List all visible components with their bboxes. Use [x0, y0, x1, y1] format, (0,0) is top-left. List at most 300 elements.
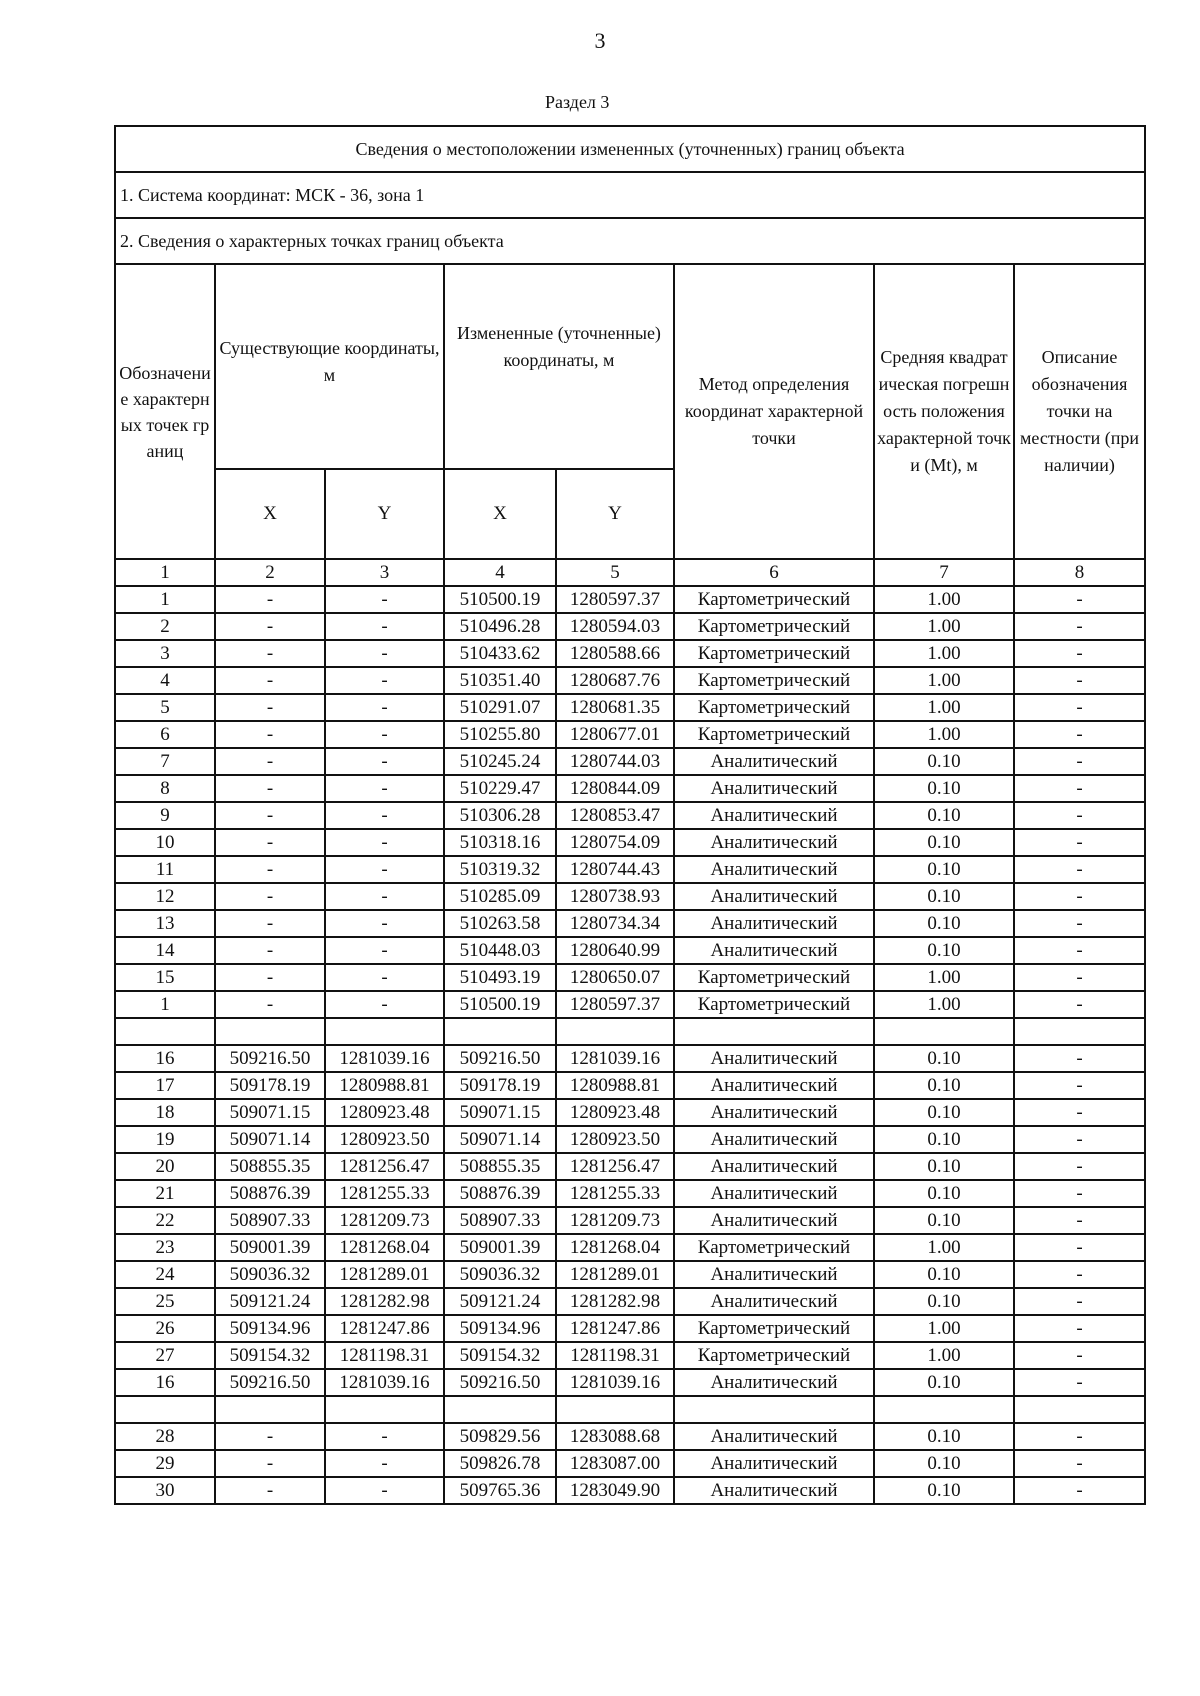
cell-existing-y: - [325, 748, 444, 775]
cell-error: 0.10 [874, 937, 1014, 964]
cell-method: Аналитический [674, 883, 874, 910]
cell-point-id: 11 [115, 856, 215, 883]
table-row [115, 856, 1145, 883]
cell-changed-y: 1280923.50 [556, 1126, 674, 1153]
cell-method: Картометрический [674, 1315, 874, 1342]
cell-changed-x: 510263.58 [444, 910, 556, 937]
cell-description: - [1014, 667, 1145, 694]
cell-point-id: 7 [115, 748, 215, 775]
cell-point-id: 29 [115, 1450, 215, 1477]
cell-error: 1.00 [874, 1315, 1014, 1342]
cell-existing-y: 1281198.31 [325, 1342, 444, 1369]
cell-changed-y [556, 1396, 674, 1423]
cell-existing-x: - [215, 937, 325, 964]
cell-changed-x: 510285.09 [444, 883, 556, 910]
cell-changed-y: 1281256.47 [556, 1153, 674, 1180]
table-row [115, 586, 1145, 613]
cell-existing-x: - [215, 586, 325, 613]
cell-changed-x: 509001.39 [444, 1234, 556, 1261]
table-row [115, 1153, 1145, 1180]
cell-changed-x: 509829.56 [444, 1423, 556, 1450]
cell-existing-y: - [325, 856, 444, 883]
cell-existing-y: - [325, 667, 444, 694]
cell-error: 0.10 [874, 856, 1014, 883]
cell-error [874, 1018, 1014, 1045]
table-row [115, 1396, 1145, 1423]
cell-error: 0.10 [874, 1126, 1014, 1153]
cell-error: 0.10 [874, 1288, 1014, 1315]
cell-changed-x: 510448.03 [444, 937, 556, 964]
table-row [115, 694, 1145, 721]
table-row [115, 1261, 1145, 1288]
cell-changed-x: 510351.40 [444, 667, 556, 694]
cell-description: - [1014, 1099, 1145, 1126]
cell-error: 0.10 [874, 1072, 1014, 1099]
cell-description: - [1014, 1342, 1145, 1369]
cell-changed-y: 1280687.76 [556, 667, 674, 694]
cell-changed-y: 1283087.00 [556, 1450, 674, 1477]
cell-changed-y: 1280754.09 [556, 829, 674, 856]
column-number: 5 [556, 559, 674, 586]
header-changed-coords: Измененные (уточненные) координаты, м [444, 264, 674, 469]
points-title: 2. Сведения о характерных точках границ объекта [115, 218, 1145, 264]
cell-error: 0.10 [874, 1423, 1014, 1450]
cell-error: 1.00 [874, 721, 1014, 748]
cell-existing-y: 1280923.48 [325, 1099, 444, 1126]
column-number: 1 [115, 559, 215, 586]
cell-changed-x: 510255.80 [444, 721, 556, 748]
cell-existing-x: - [215, 910, 325, 937]
cell-changed-x [444, 1396, 556, 1423]
cell-changed-x: 509071.15 [444, 1099, 556, 1126]
cell-description: - [1014, 802, 1145, 829]
column-number: 3 [325, 559, 444, 586]
cell-method: Аналитический [674, 1369, 874, 1396]
cell-error: 1.00 [874, 1234, 1014, 1261]
table-row [115, 748, 1145, 775]
cell-changed-y: 1281039.16 [556, 1045, 674, 1072]
table-row [115, 1126, 1145, 1153]
cell-existing-x: 509134.96 [215, 1315, 325, 1342]
table-row [115, 937, 1145, 964]
table-row [115, 1450, 1145, 1477]
column-number: 7 [874, 559, 1014, 586]
table-row [115, 910, 1145, 937]
cell-method: Аналитический [674, 910, 874, 937]
cell-error: 1.00 [874, 640, 1014, 667]
cell-point-id: 24 [115, 1261, 215, 1288]
cell-description [1014, 1018, 1145, 1045]
cell-existing-x: - [215, 1450, 325, 1477]
table-row [115, 964, 1145, 991]
cell-description: - [1014, 964, 1145, 991]
cell-method: Аналитический [674, 1288, 874, 1315]
cell-existing-x [215, 1396, 325, 1423]
cell-method: Аналитический [674, 1180, 874, 1207]
cell-error: 1.00 [874, 667, 1014, 694]
cell-changed-x: 510306.28 [444, 802, 556, 829]
cell-existing-y [325, 1396, 444, 1423]
cell-description: - [1014, 1288, 1145, 1315]
cell-error: 1.00 [874, 694, 1014, 721]
cell-description [1014, 1396, 1145, 1423]
cell-description: - [1014, 1072, 1145, 1099]
column-number: 2 [215, 559, 325, 586]
cell-description: - [1014, 748, 1145, 775]
cell-error: 0.10 [874, 883, 1014, 910]
cell-method: Аналитический [674, 856, 874, 883]
cell-error: 0.10 [874, 802, 1014, 829]
cell-changed-x: 509121.24 [444, 1288, 556, 1315]
cell-point-id: 15 [115, 964, 215, 991]
table-row [115, 613, 1145, 640]
cell-error: 0.10 [874, 910, 1014, 937]
cell-description: - [1014, 910, 1145, 937]
cell-existing-x: 508855.35 [215, 1153, 325, 1180]
cell-description: - [1014, 1234, 1145, 1261]
cell-method: Аналитический [674, 1099, 874, 1126]
cell-method: Картометрический [674, 667, 874, 694]
cell-point-id: 27 [115, 1342, 215, 1369]
cell-existing-y: - [325, 937, 444, 964]
cell-method [674, 1396, 874, 1423]
cell-method: Аналитический [674, 1261, 874, 1288]
cell-existing-x: 509001.39 [215, 1234, 325, 1261]
table-row [115, 883, 1145, 910]
cell-description: - [1014, 721, 1145, 748]
cell-description: - [1014, 1315, 1145, 1342]
cell-existing-x: 508907.33 [215, 1207, 325, 1234]
cell-description: - [1014, 937, 1145, 964]
table-row [115, 1018, 1145, 1045]
cell-existing-y: - [325, 586, 444, 613]
column-number: 6 [674, 559, 874, 586]
cell-error: 0.10 [874, 1207, 1014, 1234]
cell-method: Аналитический [674, 937, 874, 964]
cell-point-id: 6 [115, 721, 215, 748]
cell-method: Аналитический [674, 1072, 874, 1099]
cell-existing-y: - [325, 1450, 444, 1477]
cell-changed-y: 1280588.66 [556, 640, 674, 667]
cell-existing-y: 1281282.98 [325, 1288, 444, 1315]
cell-point-id: 1 [115, 586, 215, 613]
cell-description: - [1014, 640, 1145, 667]
cell-changed-y: 1280677.01 [556, 721, 674, 748]
cell-changed-x: 510319.32 [444, 856, 556, 883]
cell-changed-x: 510496.28 [444, 613, 556, 640]
cell-error: 0.10 [874, 775, 1014, 802]
cell-changed-y: 1281209.73 [556, 1207, 674, 1234]
cell-point-id: 23 [115, 1234, 215, 1261]
cell-method: Аналитический [674, 1423, 874, 1450]
cell-changed-x: 509216.50 [444, 1045, 556, 1072]
cell-description: - [1014, 1180, 1145, 1207]
cell-method: Аналитический [674, 1207, 874, 1234]
cell-existing-x: - [215, 856, 325, 883]
cell-existing-x: - [215, 721, 325, 748]
cell-existing-x: - [215, 667, 325, 694]
section-title: Раздел 3 [545, 92, 610, 112]
table-row [115, 1315, 1145, 1342]
header-method: Метод определения координат характерной точки [674, 264, 874, 559]
cell-existing-x: - [215, 883, 325, 910]
cell-point-id [115, 1018, 215, 1045]
cell-existing-y: - [325, 1477, 444, 1504]
cell-changed-x: 508907.33 [444, 1207, 556, 1234]
cell-changed-y: 1280734.34 [556, 910, 674, 937]
cell-point-id: 2 [115, 613, 215, 640]
cell-error: 0.10 [874, 1477, 1014, 1504]
cell-error: 1.00 [874, 586, 1014, 613]
cell-changed-x: 510500.19 [444, 991, 556, 1018]
cell-changed-y: 1281247.86 [556, 1315, 674, 1342]
cell-method: Картометрический [674, 613, 874, 640]
cell-changed-x: 509765.36 [444, 1477, 556, 1504]
cell-description: - [1014, 1477, 1145, 1504]
cell-changed-x: 510318.16 [444, 829, 556, 856]
table-row [115, 1072, 1145, 1099]
cell-point-id: 19 [115, 1126, 215, 1153]
cell-changed-x: 509178.19 [444, 1072, 556, 1099]
table-row [115, 667, 1145, 694]
table-row [115, 1288, 1145, 1315]
cell-changed-x: 509216.50 [444, 1369, 556, 1396]
cell-changed-x: 508876.39 [444, 1180, 556, 1207]
cell-existing-y: - [325, 991, 444, 1018]
cell-description: - [1014, 856, 1145, 883]
column-number: 4 [444, 559, 556, 586]
cell-point-id: 13 [115, 910, 215, 937]
cell-existing-x: - [215, 694, 325, 721]
cell-point-id: 9 [115, 802, 215, 829]
cell-point-id: 17 [115, 1072, 215, 1099]
cell-changed-x: 509134.96 [444, 1315, 556, 1342]
cell-existing-x [215, 1018, 325, 1045]
cell-method: Аналитический [674, 1045, 874, 1072]
cell-existing-y: - [325, 802, 444, 829]
cell-changed-y: 1280640.99 [556, 937, 674, 964]
cell-point-id: 10 [115, 829, 215, 856]
table-row [115, 640, 1145, 667]
header-existing-x: X [215, 469, 325, 559]
cell-error: 0.10 [874, 829, 1014, 856]
cell-existing-y: - [325, 883, 444, 910]
cell-point-id: 8 [115, 775, 215, 802]
cell-existing-y: - [325, 694, 444, 721]
cell-existing-y: - [325, 964, 444, 991]
cell-existing-x: 509071.14 [215, 1126, 325, 1153]
cell-existing-y: - [325, 829, 444, 856]
table-row [115, 1207, 1145, 1234]
cell-existing-y: 1281255.33 [325, 1180, 444, 1207]
cell-method: Картометрический [674, 586, 874, 613]
cell-changed-y: 1280923.48 [556, 1099, 674, 1126]
header-point-designation: Обозначение характерных точек границ [115, 264, 215, 559]
column-number: 8 [1014, 559, 1145, 586]
cell-existing-y: 1280923.50 [325, 1126, 444, 1153]
cell-existing-x: 509071.15 [215, 1099, 325, 1126]
cell-changed-y: 1281039.16 [556, 1369, 674, 1396]
header-changed-y: Y [556, 469, 674, 559]
cell-description: - [1014, 586, 1145, 613]
cell-method: Картометрический [674, 991, 874, 1018]
cell-point-id: 12 [115, 883, 215, 910]
cell-description: - [1014, 775, 1145, 802]
table-row [115, 1342, 1145, 1369]
cell-error: 0.10 [874, 1099, 1014, 1126]
cell-existing-x: - [215, 613, 325, 640]
cell-method: Аналитический [674, 802, 874, 829]
cell-existing-x: - [215, 775, 325, 802]
cell-changed-y: 1283088.68 [556, 1423, 674, 1450]
cell-changed-y: 1281289.01 [556, 1261, 674, 1288]
cell-existing-x: - [215, 748, 325, 775]
cell-error: 0.10 [874, 1261, 1014, 1288]
table-row [115, 1477, 1145, 1504]
cell-changed-x: 510493.19 [444, 964, 556, 991]
table-row [115, 1045, 1145, 1072]
cell-existing-x: 509178.19 [215, 1072, 325, 1099]
cell-existing-x: - [215, 964, 325, 991]
cell-error: 0.10 [874, 1450, 1014, 1477]
cell-point-id: 20 [115, 1153, 215, 1180]
cell-existing-x: 508876.39 [215, 1180, 325, 1207]
cell-existing-y: 1281268.04 [325, 1234, 444, 1261]
cell-existing-y: - [325, 721, 444, 748]
table-row [115, 1423, 1145, 1450]
cell-existing-y: - [325, 1423, 444, 1450]
cell-existing-y: 1281256.47 [325, 1153, 444, 1180]
cell-point-id: 16 [115, 1369, 215, 1396]
table-row [115, 802, 1145, 829]
cell-method: Аналитический [674, 1153, 874, 1180]
cell-existing-y: - [325, 613, 444, 640]
cell-existing-x: - [215, 802, 325, 829]
cell-point-id: 28 [115, 1423, 215, 1450]
cell-point-id: 3 [115, 640, 215, 667]
cell-point-id: 5 [115, 694, 215, 721]
cell-point-id: 25 [115, 1288, 215, 1315]
cell-description: - [1014, 1369, 1145, 1396]
cell-point-id: 16 [115, 1045, 215, 1072]
table-row [115, 1369, 1145, 1396]
table-row [115, 991, 1145, 1018]
cell-method: Аналитический [674, 829, 874, 856]
cell-description: - [1014, 1207, 1145, 1234]
cell-existing-y: 1281039.16 [325, 1045, 444, 1072]
cell-existing-y: 1281209.73 [325, 1207, 444, 1234]
cell-existing-x: 509121.24 [215, 1288, 325, 1315]
cell-changed-y: 1280744.03 [556, 748, 674, 775]
table-row [115, 1180, 1145, 1207]
cell-existing-x: - [215, 991, 325, 1018]
cell-method: Картометрический [674, 1342, 874, 1369]
cell-changed-x: 509154.32 [444, 1342, 556, 1369]
header-changed-x: X [444, 469, 556, 559]
cell-error: 1.00 [874, 991, 1014, 1018]
cell-description: - [1014, 613, 1145, 640]
table-title: Сведения о местоположении измененных (уточненных) границ объекта [115, 126, 1145, 172]
cell-changed-x: 509826.78 [444, 1450, 556, 1477]
page-number: 3 [594, 28, 606, 53]
cell-description: - [1014, 1045, 1145, 1072]
cell-existing-y: 1281039.16 [325, 1369, 444, 1396]
cell-point-id: 18 [115, 1099, 215, 1126]
cell-existing-x: - [215, 1477, 325, 1504]
cell-existing-x: - [215, 1423, 325, 1450]
cell-changed-y: 1280744.43 [556, 856, 674, 883]
cell-method [674, 1018, 874, 1045]
cell-method: Картометрический [674, 1234, 874, 1261]
cell-changed-y [556, 1018, 674, 1045]
cell-point-id: 1 [115, 991, 215, 1018]
cell-changed-y: 1281255.33 [556, 1180, 674, 1207]
cell-existing-x: 509036.32 [215, 1261, 325, 1288]
cell-changed-y: 1283049.90 [556, 1477, 674, 1504]
cell-point-id: 30 [115, 1477, 215, 1504]
table-row [115, 775, 1145, 802]
cell-error [874, 1396, 1014, 1423]
cell-point-id: 26 [115, 1315, 215, 1342]
table-row [115, 1099, 1145, 1126]
cell-changed-y: 1280681.35 [556, 694, 674, 721]
cell-method: Аналитический [674, 1126, 874, 1153]
cell-method: Картометрический [674, 694, 874, 721]
cell-description: - [1014, 1423, 1145, 1450]
cell-description: - [1014, 1153, 1145, 1180]
cell-changed-y: 1280597.37 [556, 991, 674, 1018]
cell-existing-y: 1281289.01 [325, 1261, 444, 1288]
cell-existing-x: 509216.50 [215, 1045, 325, 1072]
cell-error: 0.10 [874, 1045, 1014, 1072]
cell-existing-x: 509154.32 [215, 1342, 325, 1369]
cell-error: 0.10 [874, 1153, 1014, 1180]
cell-method: Картометрический [674, 721, 874, 748]
cell-existing-y: - [325, 775, 444, 802]
coord-system: 1. Система координат: МСК - 36, зона 1 [115, 172, 1145, 218]
cell-description: - [1014, 694, 1145, 721]
cell-point-id: 21 [115, 1180, 215, 1207]
cell-changed-x: 510229.47 [444, 775, 556, 802]
cell-description: - [1014, 1261, 1145, 1288]
cell-point-id [115, 1396, 215, 1423]
cell-changed-x: 509036.32 [444, 1261, 556, 1288]
cell-method: Картометрический [674, 964, 874, 991]
cell-error: 0.10 [874, 1180, 1014, 1207]
cell-changed-y: 1281282.98 [556, 1288, 674, 1315]
header-existing-coords: Существующие координаты, м [215, 264, 444, 469]
cell-changed-y: 1280650.07 [556, 964, 674, 991]
cell-description: - [1014, 1450, 1145, 1477]
cell-point-id: 14 [115, 937, 215, 964]
cell-changed-y: 1280594.03 [556, 613, 674, 640]
cell-method: Аналитический [674, 775, 874, 802]
cell-existing-x: - [215, 829, 325, 856]
table-row [115, 829, 1145, 856]
cell-method: Аналитический [674, 1450, 874, 1477]
cell-changed-x: 509071.14 [444, 1126, 556, 1153]
cell-changed-x: 510500.19 [444, 586, 556, 613]
cell-changed-y: 1280738.93 [556, 883, 674, 910]
cell-changed-x: 510433.62 [444, 640, 556, 667]
cell-description: - [1014, 1126, 1145, 1153]
cell-changed-x: 510291.07 [444, 694, 556, 721]
header-description: Описание обозначения точки на местности (при наличии) [1014, 264, 1145, 559]
cell-changed-y: 1280988.81 [556, 1072, 674, 1099]
cell-existing-y: 1280988.81 [325, 1072, 444, 1099]
cell-changed-x [444, 1018, 556, 1045]
cell-changed-x: 510245.24 [444, 748, 556, 775]
